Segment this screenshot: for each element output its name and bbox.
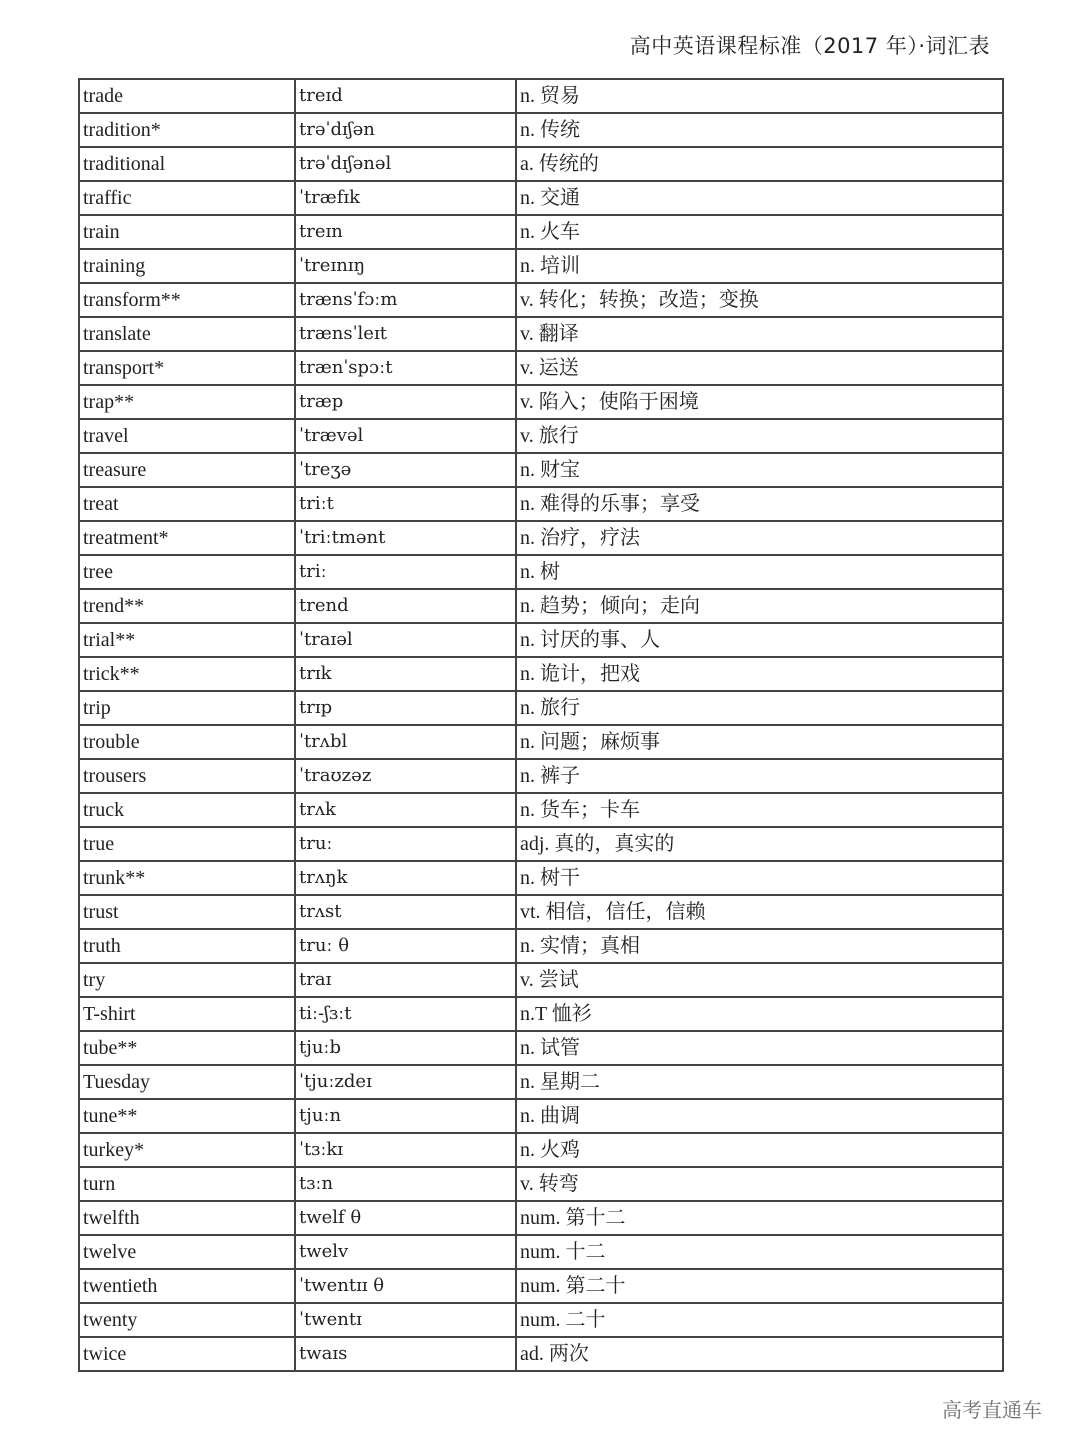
meaning-cell: n. 传统 [516, 113, 1003, 147]
word-cell: twelve [79, 1235, 295, 1269]
word-cell: try [79, 963, 295, 997]
table-row [79, 1303, 1003, 1337]
word-cell: trouble [79, 725, 295, 759]
meaning-cell: n. 火鸡 [516, 1133, 1003, 1167]
phonetic-cell: trænˈspɔːt [295, 351, 516, 385]
table-row [79, 147, 1003, 181]
meaning-cell: v. 旅行 [516, 419, 1003, 453]
table-row [79, 1031, 1003, 1065]
phonetic-cell: truː [295, 827, 516, 861]
phonetic-cell: tiː-ʃɜːt [295, 997, 516, 1031]
phonetic-cell: tjuːn [295, 1099, 516, 1133]
word-cell: transform** [79, 283, 295, 317]
meaning-cell: n. 曲调 [516, 1099, 1003, 1133]
word-cell: trick** [79, 657, 295, 691]
meaning-cell: n. 试管 [516, 1031, 1003, 1065]
word-cell: twenty [79, 1303, 295, 1337]
meaning-cell: n.T 恤衫 [516, 997, 1003, 1031]
phonetic-cell: twaɪs [295, 1337, 516, 1371]
meaning-cell: num. 第十二 [516, 1201, 1003, 1235]
table-row [79, 1201, 1003, 1235]
table-row [79, 555, 1003, 589]
word-cell: tradition* [79, 113, 295, 147]
word-cell: turn [79, 1167, 295, 1201]
word-cell: turkey* [79, 1133, 295, 1167]
word-cell: trip [79, 691, 295, 725]
watermark: 高考直通车 [942, 1398, 1042, 1422]
meaning-cell: a. 传统的 [516, 147, 1003, 181]
meaning-cell: n. 货车；卡车 [516, 793, 1003, 827]
meaning-cell: v. 转化；转换；改造；变换 [516, 283, 1003, 317]
word-cell: trap** [79, 385, 295, 419]
word-cell: truth [79, 929, 295, 963]
phonetic-cell: ˈtwentɪɪ θ [295, 1269, 516, 1303]
phonetic-cell: tɜːn [295, 1167, 516, 1201]
word-cell: treatment* [79, 521, 295, 555]
meaning-cell: n. 财宝 [516, 453, 1003, 487]
table-row [79, 1099, 1003, 1133]
word-cell: trial** [79, 623, 295, 657]
table-row [79, 963, 1003, 997]
word-cell: travel [79, 419, 295, 453]
meaning-cell: vt. 相信，信任，信赖 [516, 895, 1003, 929]
phonetic-cell: ˈtjuːzdeɪ [295, 1065, 516, 1099]
phonetic-cell: ˈtraɪəl [295, 623, 516, 657]
word-cell: twice [79, 1337, 295, 1371]
meaning-cell: n. 树干 [516, 861, 1003, 895]
meaning-cell: v. 陷入；使陷于困境 [516, 385, 1003, 419]
phonetic-cell: twelf θ [295, 1201, 516, 1235]
phonetic-cell: træp [295, 385, 516, 419]
word-cell: training [79, 249, 295, 283]
table-row [79, 827, 1003, 861]
meaning-cell: n. 诡计，把戏 [516, 657, 1003, 691]
phonetic-cell: trəˈdɪʃənəl [295, 147, 516, 181]
table-row [79, 487, 1003, 521]
meaning-cell: n. 培训 [516, 249, 1003, 283]
table-row [79, 759, 1003, 793]
table-row [79, 283, 1003, 317]
phonetic-cell: ˈtreɪnɪŋ [295, 249, 516, 283]
phonetic-cell: ˈtriːtmənt [295, 521, 516, 555]
word-cell: traditional [79, 147, 295, 181]
table-row [79, 521, 1003, 555]
meaning-cell: ad. 两次 [516, 1337, 1003, 1371]
meaning-cell: n. 树 [516, 555, 1003, 589]
table-row [79, 589, 1003, 623]
word-cell: truck [79, 793, 295, 827]
table-row [79, 113, 1003, 147]
phonetic-cell: trɪk [295, 657, 516, 691]
table-row [79, 895, 1003, 929]
table-row [79, 623, 1003, 657]
vocabulary-table [78, 78, 1004, 1372]
table-row [79, 249, 1003, 283]
table-row [79, 861, 1003, 895]
meaning-cell: n. 治疗，疗法 [516, 521, 1003, 555]
meaning-cell: n. 趋势；倾向；走向 [516, 589, 1003, 623]
phonetic-cell: ˈtrævəl [295, 419, 516, 453]
phonetic-cell: trʌk [295, 793, 516, 827]
meaning-cell: adj. 真的，真实的 [516, 827, 1003, 861]
word-cell: translate [79, 317, 295, 351]
word-cell: treasure [79, 453, 295, 487]
table-row [79, 657, 1003, 691]
phonetic-cell: trænsˈleɪt [295, 317, 516, 351]
meaning-cell: n. 裤子 [516, 759, 1003, 793]
phonetic-cell: treɪn [295, 215, 516, 249]
word-cell: twelfth [79, 1201, 295, 1235]
phonetic-cell: ˈtraʊzəz [295, 759, 516, 793]
meaning-cell: n. 星期二 [516, 1065, 1003, 1099]
word-cell: tube** [79, 1031, 295, 1065]
meaning-cell: n. 难得的乐事；享受 [516, 487, 1003, 521]
word-cell: trousers [79, 759, 295, 793]
vocabulary-table-body [79, 79, 1003, 1371]
phonetic-cell: tjuːb [295, 1031, 516, 1065]
phonetic-cell: triːt [295, 487, 516, 521]
table-row [79, 181, 1003, 215]
word-cell: tune** [79, 1099, 295, 1133]
phonetic-cell: trend [295, 589, 516, 623]
phonetic-cell: truː θ [295, 929, 516, 963]
table-row [79, 419, 1003, 453]
table-row [79, 1269, 1003, 1303]
phonetic-cell: ˈtɜːkɪ [295, 1133, 516, 1167]
phonetic-cell: trænsˈfɔːm [295, 283, 516, 317]
table-row [79, 317, 1003, 351]
meaning-cell: num. 十二 [516, 1235, 1003, 1269]
phonetic-cell: ˈtrʌbl [295, 725, 516, 759]
word-cell: trend** [79, 589, 295, 623]
word-cell: traffic [79, 181, 295, 215]
meaning-cell: n. 旅行 [516, 691, 1003, 725]
phonetic-cell: ˈtræfɪk [295, 181, 516, 215]
word-cell: trust [79, 895, 295, 929]
phonetic-cell: trʌŋk [295, 861, 516, 895]
phonetic-cell: ˈtreʒə [295, 453, 516, 487]
page-header-title: 高中英语课程标准（2017 年）·词汇表 [629, 34, 990, 58]
table-row [79, 1065, 1003, 1099]
meaning-cell: v. 翻译 [516, 317, 1003, 351]
phonetic-cell: trəˈdɪʃən [295, 113, 516, 147]
table-row [79, 725, 1003, 759]
meaning-cell: n. 讨厌的事、人 [516, 623, 1003, 657]
word-cell: transport* [79, 351, 295, 385]
table-row [79, 929, 1003, 963]
word-cell: tree [79, 555, 295, 589]
table-row [79, 793, 1003, 827]
meaning-cell: n. 贸易 [516, 79, 1003, 113]
table-row [79, 79, 1003, 113]
meaning-cell: n. 问题；麻烦事 [516, 725, 1003, 759]
table-row [79, 351, 1003, 385]
meaning-cell: num. 二十 [516, 1303, 1003, 1337]
table-row [79, 453, 1003, 487]
table-row [79, 1337, 1003, 1371]
phonetic-cell: triː [295, 555, 516, 589]
word-cell: twentieth [79, 1269, 295, 1303]
phonetic-cell: trʌst [295, 895, 516, 929]
meaning-cell: v. 尝试 [516, 963, 1003, 997]
table-row [79, 691, 1003, 725]
table-row [79, 1167, 1003, 1201]
word-cell: train [79, 215, 295, 249]
phonetic-cell: ˈtwentɪ [295, 1303, 516, 1337]
phonetic-cell: twelv [295, 1235, 516, 1269]
meaning-cell: v. 运送 [516, 351, 1003, 385]
word-cell: trade [79, 79, 295, 113]
meaning-cell: n. 实情；真相 [516, 929, 1003, 963]
meaning-cell: num. 第二十 [516, 1269, 1003, 1303]
word-cell: true [79, 827, 295, 861]
word-cell: T-shirt [79, 997, 295, 1031]
table-row [79, 1133, 1003, 1167]
word-cell: Tuesday [79, 1065, 295, 1099]
table-row [79, 385, 1003, 419]
meaning-cell: n. 火车 [516, 215, 1003, 249]
phonetic-cell: treɪd [295, 79, 516, 113]
phonetic-cell: traɪ [295, 963, 516, 997]
meaning-cell: v. 转弯 [516, 1167, 1003, 1201]
table-row [79, 1235, 1003, 1269]
phonetic-cell: trɪp [295, 691, 516, 725]
word-cell: treat [79, 487, 295, 521]
table-row [79, 997, 1003, 1031]
word-cell: trunk** [79, 861, 295, 895]
table-row [79, 215, 1003, 249]
meaning-cell: n. 交通 [516, 181, 1003, 215]
